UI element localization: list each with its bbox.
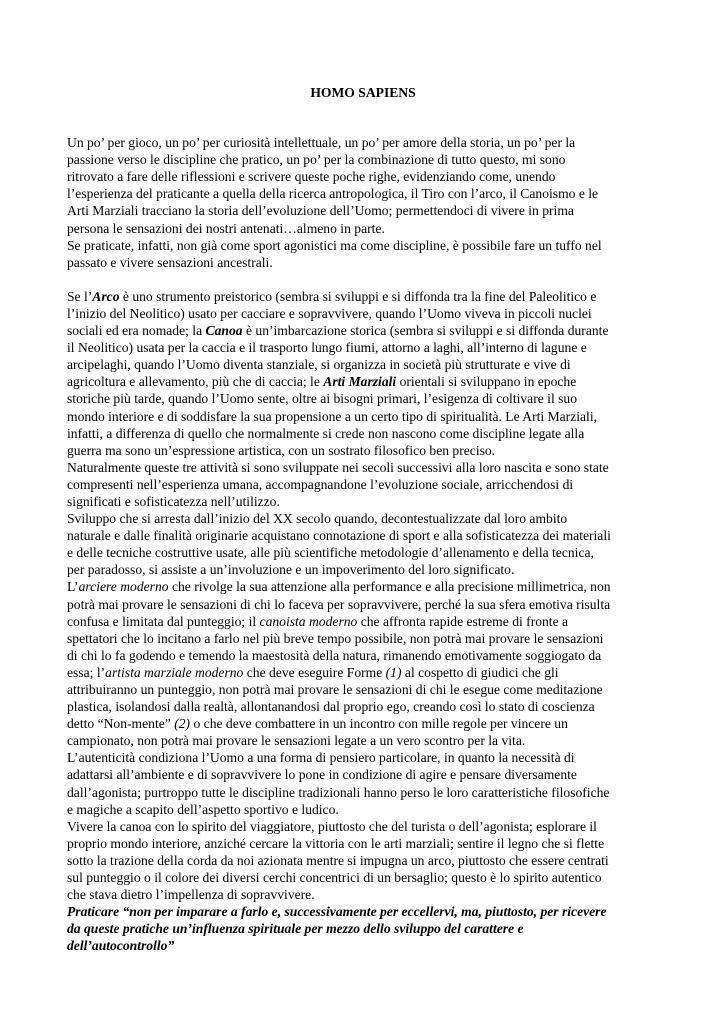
body-paragraph [67, 288, 659, 955]
text-line: campionato, non potrà mai provare le sensazioni legate a un vero scontro per la vita. [67, 733, 526, 749]
text-line [67, 664, 659, 681]
text-span: orientali si sviluppano in epoche [396, 374, 577, 390]
text-line: dall’agonista; purtroppo tutte le discipline tradizionali hanno perso le loro caratteristiche filosofiche [67, 784, 610, 800]
text-line [67, 613, 659, 630]
text-span: che deve eseguire Forme [243, 664, 386, 680]
text-line: infatti, a differenza di quello che normalmente si crede non nascono come discipline legate alla [67, 425, 585, 441]
footnote-ref-2: (2) [174, 716, 191, 732]
text-line: che stava dietro l’impellenza di sopravvivere. [67, 887, 315, 903]
text-span: al cospetto di giudici che gli [401, 664, 559, 680]
text-line: sotto la trazione della corda da noi azionata mentre si impugna un arco, piuttosto che essere centrati [67, 852, 609, 868]
document-page [67, 84, 659, 955]
text-line: persona le sensazioni dei nostri antenati…almeno in parte. [67, 220, 385, 236]
text-span: essa; l’ [67, 664, 106, 680]
text-line: passione verso le discipline che pratico, un po’ per la combinazione di tutto questo, mi sono [67, 152, 566, 168]
text-span: o che deve combattere in un incontro con mille regole per vincere un [190, 716, 568, 732]
text-line: significati e sofisticatezza nell’utilizzo. [67, 493, 280, 509]
arciere-term: arciere moderno [78, 579, 169, 595]
text-line: passato e vivere sensazioni ancestrali. [67, 254, 273, 270]
text-line: l’inizio del Neolitico) usato per cacciare e sopravvivere, quando l’Uomo viveva in piccoli nuclei [67, 305, 592, 321]
text-line: storiche più tarde, quando l’Uomo sente, oltre ai bisogni primari, l’esigenza di coltivare il suo [67, 391, 578, 407]
text-line: Arti Marziali tracciano la storia dell’evoluzione dell’Uomo; permettendoci di vivere in prima [67, 203, 574, 219]
text-line: l’esperienza del praticante a quella della ricerca antropologica, il Tiro con l’arco, il Canoismo e le [67, 186, 599, 202]
text-span: che affronta rapide estreme di fronte a [357, 613, 569, 629]
text-line: Se praticate, infatti, non già come sport agonistici ma come discipline, è possibile fare un tuffo nel [67, 237, 602, 253]
text-span: che rivolge la sua attenzione alla performance e alla precisione millimetrica, non [168, 579, 611, 595]
text-line: adattarsi all’ambiente e di sopravvivere lo pone in condizione di agire e pensare diversamente [67, 767, 577, 783]
text-span: L’ [67, 579, 79, 595]
quote-line: Praticare “non per imparare a farlo e, successivamente per eccellervi, ma, piuttosto, per ricevere [67, 904, 607, 920]
text-span: detto “Non-mente” [67, 716, 175, 732]
text-line: guerra ma sono un’espressione artistica, con un sostrato filosofico ben preciso. [67, 442, 496, 458]
text-line: plastica, isolandosi dalla realtà, allontanandosi dal proprio ego, creando così lo stato di coscienza [67, 699, 595, 715]
footnote-ref-1: (1) [385, 664, 402, 680]
text-span: Se l’ [67, 288, 93, 304]
text-line: potrà mai provare le sensazioni di chi lo faceva per sopravvivere, perché la sua sfera emotiva risulta [67, 596, 611, 612]
text-line [67, 715, 659, 732]
text-line: ritrovato a fare delle riflessioni e scrivere queste poche righe, evidenziando come, unendo [67, 169, 556, 185]
text-line: per paradosso, si assiste a un’involuzione e un impoverimento del loro significato. [67, 562, 515, 578]
text-span: confusa e limitata dal punteggio; il [67, 613, 260, 629]
intro-paragraph [67, 134, 659, 271]
text-line [67, 288, 659, 305]
quote-line: dell’autocontrollo” [67, 938, 175, 954]
text-line [67, 578, 659, 595]
text-line: Un po’ per gioco, un po’ per curiosità intellettuale, un po’ per amore della storia, un po’ per la [67, 135, 576, 151]
text-line: Sviluppo che si arresta dall’inizio del XX secolo quando, decontestualizzate dal loro ambito [67, 511, 568, 527]
text-line: L’autenticità condiziona l’Uomo a una forma di pensiero particolare, in quanto la necessità di [67, 750, 575, 766]
page-title: HOMO SAPIENS [310, 85, 416, 100]
text-line: naturale e dalle finalità originarie acquistano connotazione di sport e alla sofisticatezza dei materiali [67, 528, 611, 544]
text-span: agricoltura e allevamento, più che di caccia; le [67, 374, 324, 390]
text-line: spettatori che lo incitano a farlo nel più breve tempo possibile, non potrà mai provare le sensazioni [67, 630, 604, 646]
text-line: di chi lo fa godendo e temendo la maestosità della natura, rimanendo emotivamente soggiogato da [67, 647, 602, 663]
text-line: attribuiranno un punteggio, non potrà mai provare le sensazioni di chi le esegue come meditazione [67, 682, 603, 697]
text-line: Vivere la canoa con lo spirito del viaggiatore, piuttosto che del turista o dell’agonista; esplorare il [67, 818, 597, 834]
text-line: e delle tecniche costruttive usate, alle più scientifiche metodologie d’allenamento e della tecnica, [67, 545, 594, 561]
text-line: compresenti nell’esperienza umana, accompagnandone l’evoluzione sociale, arricchendosi di [67, 476, 574, 492]
arti-marziali-term: Arti Marziali [323, 374, 397, 390]
canoa-term: Canoa [205, 323, 243, 339]
text-line [67, 322, 659, 339]
canoista-term: canoista moderno [259, 613, 358, 629]
text-line: arcipelaghi, quando l’Uomo diventa stanziale, si organizza in società più strutturate e vive di [67, 357, 571, 373]
artista-term: artista marziale moderno [105, 664, 244, 680]
text-span: è un’imbarcazione storica (sembra si sviluppi e si diffonda durante [242, 323, 609, 339]
text-line: il Neolitico) usata per la caccia e il trasporto lungo fiumi, attorno a laghi, all’interno di lagune e [67, 340, 587, 356]
arco-term: Arco [92, 288, 120, 304]
text-line: e magiche a scapito dell’aspetto sportivo e ludico. [67, 801, 339, 817]
text-line: proprio mondo interiore, anziché cercare la vittoria con le arti marziali; sentire il legno che si flette [67, 835, 605, 851]
text-span: è uno strumento preistorico (sembra si sviluppi e si diffonda tra la fine del Paleolitico e [119, 288, 597, 304]
text-line: mondo interiore e di soddisfare la sua propensione a un certo tipo di spiritualità. Le Arti Marziali, [67, 408, 598, 424]
text-line [67, 373, 659, 390]
text-line: sul punteggio o il colore dei diversi cerchi concentrici di un bersaglio; questo è lo spirito autentico [67, 870, 602, 886]
paragraph-gap [67, 271, 659, 288]
quote-line: da queste pratiche un’influenza spirituale per mezzo dello sviluppo del carattere e [67, 921, 524, 937]
text-span: sociali ed era nomade; la [67, 323, 206, 339]
text-line: Naturalmente queste tre attività si sono sviluppate nei secoli successivi alla loro nascita e sono state [67, 459, 609, 475]
